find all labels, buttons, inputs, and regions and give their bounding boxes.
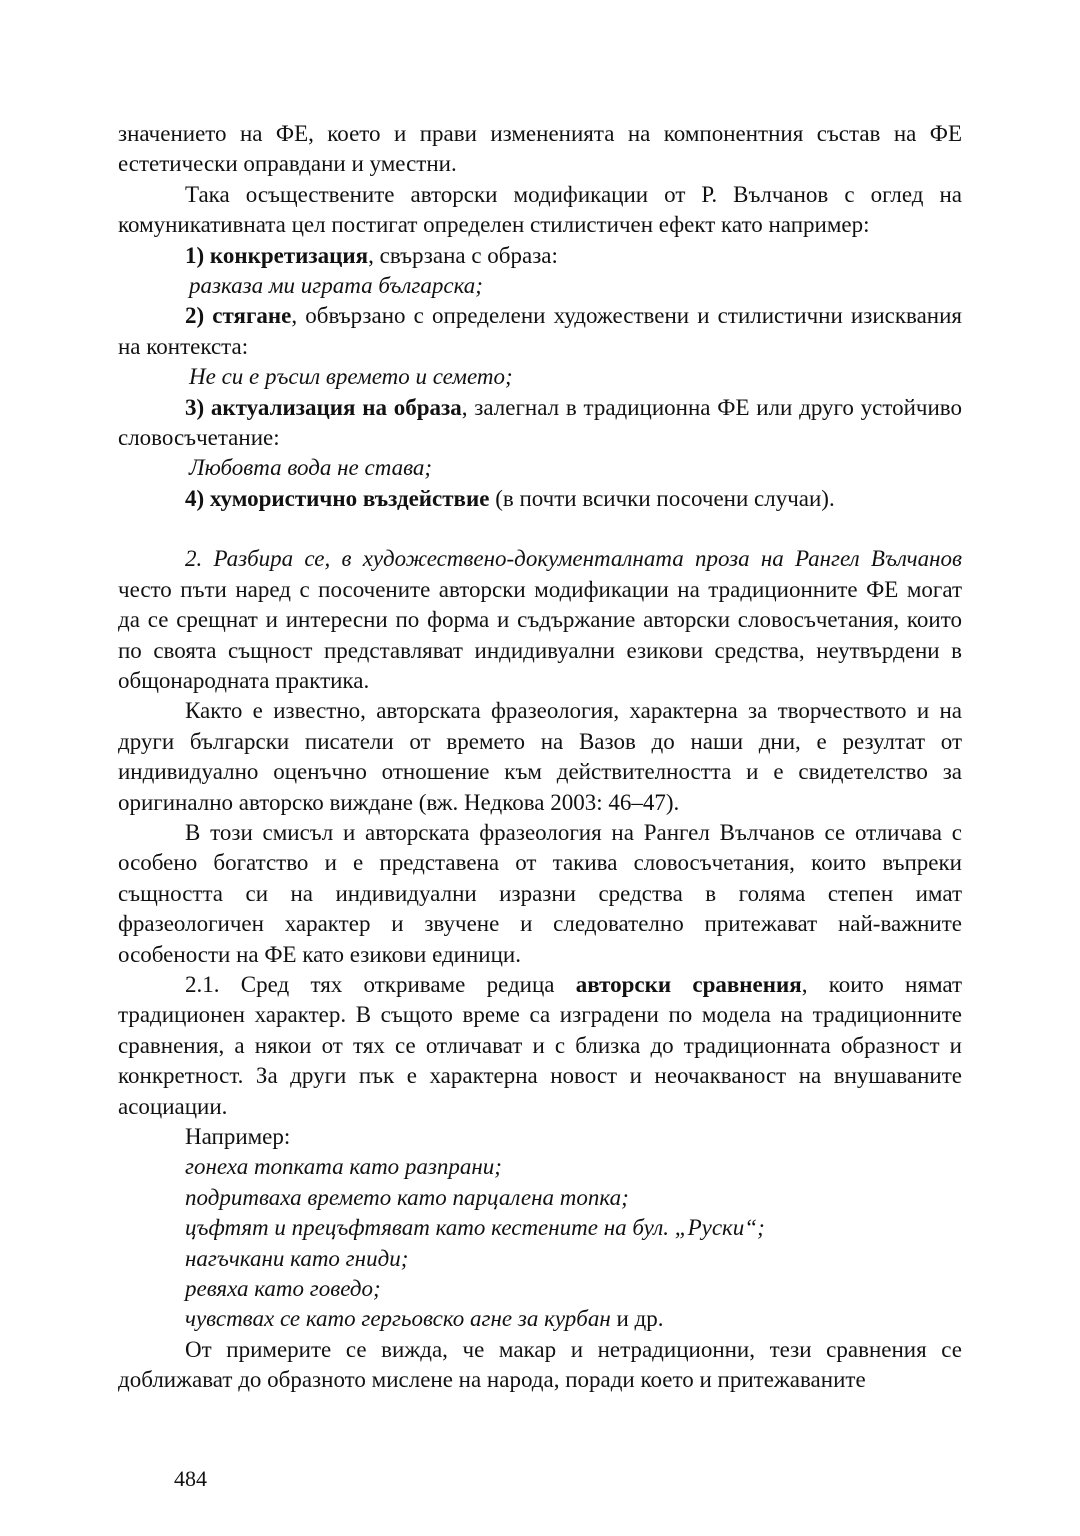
paragraph-continuation: значението на ФЕ, което и прави измененията на компонентния състав на ФЕ естетически оправдани и уместни. (118, 121, 962, 177)
example-line: гонеха топката като разпрани; (185, 1154, 502, 1180)
list-item-3 (118, 393, 962, 454)
list-item-2-term: 2) стягане (185, 303, 292, 329)
page-body (118, 119, 962, 1396)
list-item-1-term: 1) конкретизация (185, 242, 369, 268)
list-item-3-example: Любовта вода не става; (189, 455, 433, 481)
list-item-1-example: разказа ми играта българска; (189, 273, 483, 299)
paragraph-comparisons: 2.1. Сред тях откриваме редица авторски сравнения, които нямат традиционен характер. В същото време са изградени по модела на традиционните сравнения, а някои от тях се отличават и с близка до традиционната образност и конкретност. За други пък е характерна новост и неочакваност на внушаваните асоциации. (118, 971, 963, 1119)
example-line: цъфтят и прецъфтяват като кестените на бул. „Руски“; (185, 1215, 765, 1241)
section-2-lead: 2. Разбира се, в художествено-документалната проза на Рангел Вълчанов (185, 546, 962, 572)
section-2-paragraph (118, 544, 962, 696)
example-line: подритваха времето като парцалена топка; (185, 1184, 629, 1210)
list-item-4-term: 4) хумористично въздействие (185, 485, 490, 511)
term-author-comparisons: авторски сравнения (575, 971, 802, 997)
list-item-1-text: , свързана с образа: (368, 242, 558, 268)
example-line-last: чувствах се като гергьовско агне за курбан и др. (185, 1306, 664, 1332)
list-item-1 (118, 241, 962, 271)
example-line: нагъчкани като гниди; (185, 1245, 409, 1271)
list-item-2-example: Не си е ръсил времето и семето; (189, 364, 513, 390)
list-item-4-text: (в почти всички посочени случаи). (489, 485, 835, 511)
list-item-3-text: , залегнал в традиционна ФЕ или друго устойчиво словосъчетание: (118, 394, 963, 451)
section-2-text: често пъти наред с посочените авторски модификации на традиционните ФЕ могат да се срещнат и интересни по форма и съдържание авторски словосъчетания, които по своята същност представляват индидивуални езикови средства, неутвърдени в общонародната практика. (118, 576, 962, 693)
page-number: 484 (174, 1466, 207, 1491)
example-line: ревяха като говедо; (185, 1276, 381, 1302)
list-item-3-term: 3) актуализация на образа (185, 394, 462, 420)
paragraph-conclusion: От примерите се вижда, че макар и нетрадиционни, тези сравнения се доближават до образното мислене на народа, поради което и притежаваните (118, 1336, 962, 1393)
list-item-2-text: , обвързано с определени художествени и стилистични изисквания на контекста: (118, 303, 962, 359)
paragraph-intro: Така осъществените авторски модификации от Р. Вълчанов с оглед на комуникативната цел постигат определен стилистичен ефект като например: (118, 181, 962, 238)
paragraph-richness: В този смисъл и авторската фразеология на Рангел Вълчанов се отличава с особено богатство и е представена от такива словосъчетания, които въпреки същността си на индивидуални изразни средства в голяма степен имат фразеологичен характер и звучене и следователно притежават най-важните особености на ФЕ като езикови единици. (118, 819, 962, 967)
example-intro: Например: (185, 1124, 291, 1149)
list-item-4 (118, 484, 962, 514)
paragraph-author-phraseology: Както е известно, авторската фразеология, характерна за творчеството и на други български писатели от времето на Вазов до наши дни, е резултат от индивидуално оценъчно отношение към действителността и е свидетелство за оригинално авторско виждане (вж. Недкова 2003: 46–47). (118, 698, 962, 815)
list-item-2 (118, 301, 962, 362)
